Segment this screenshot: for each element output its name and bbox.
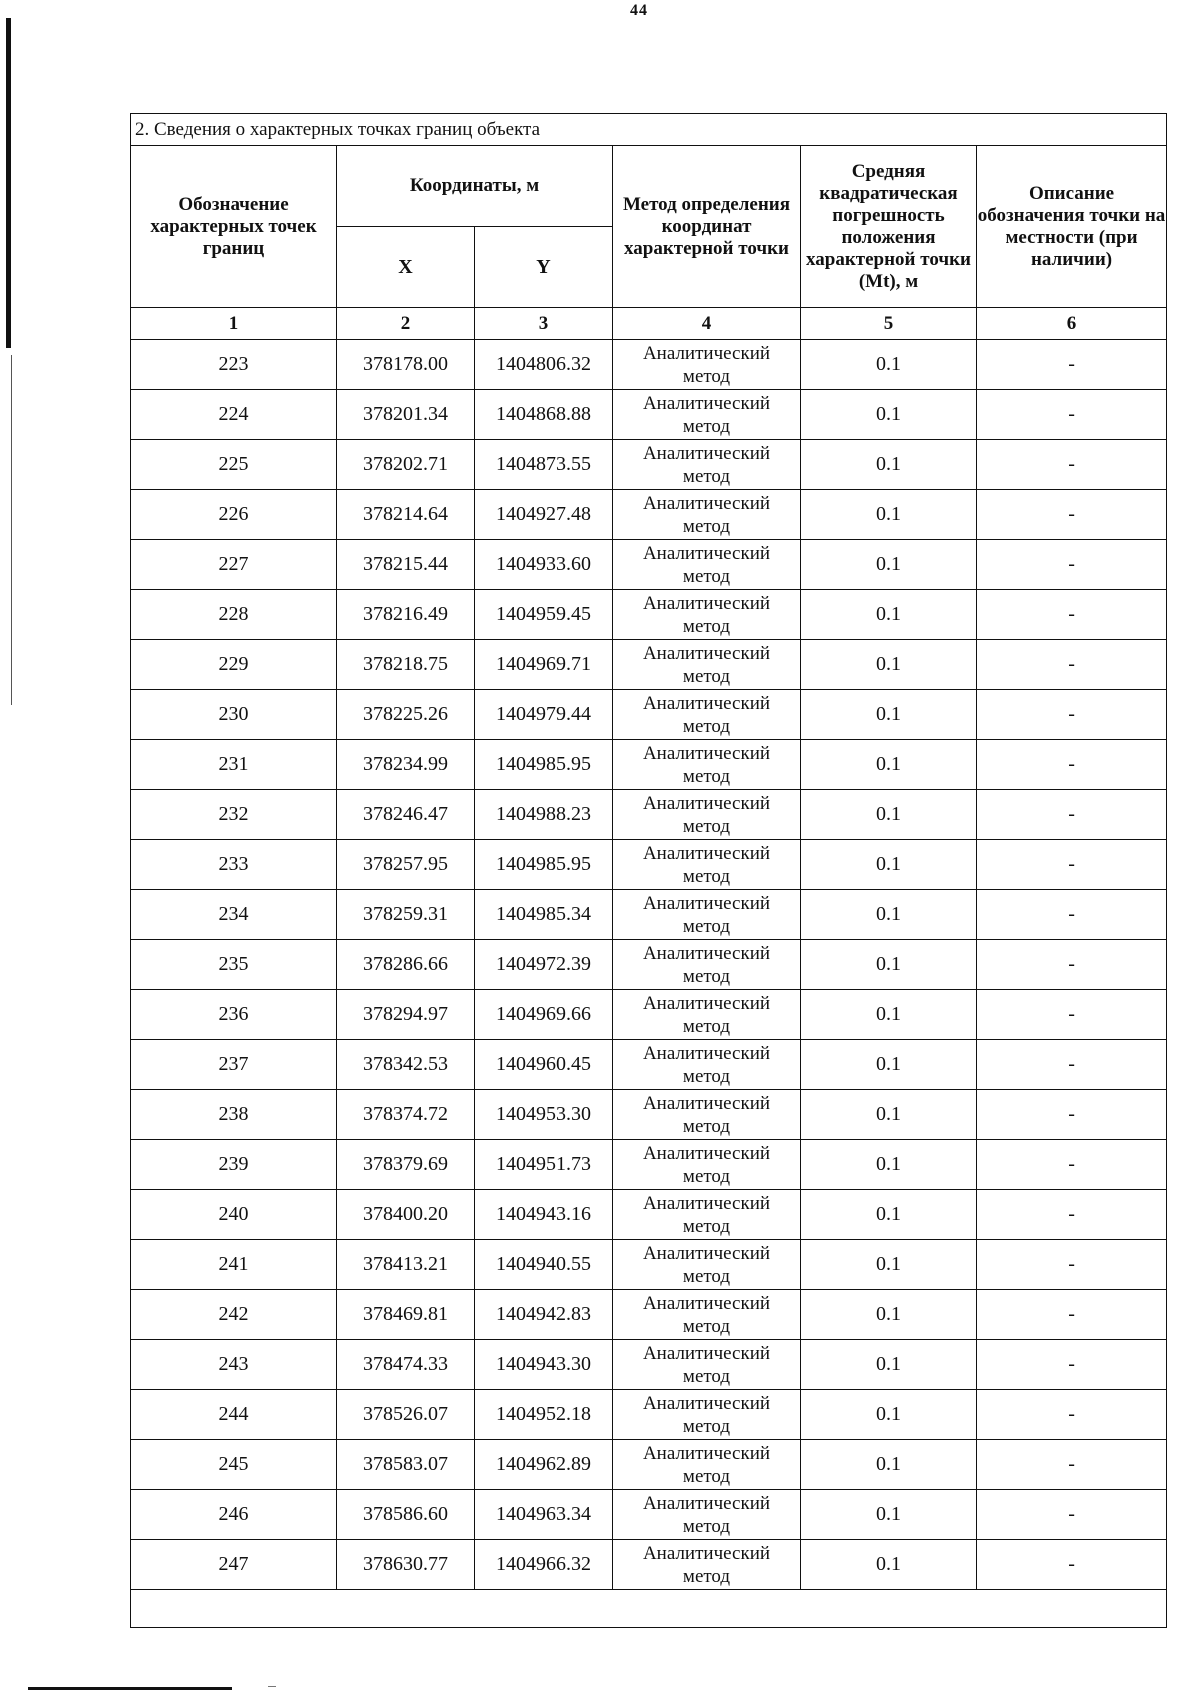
- accuracy-cell: 0.1: [801, 1140, 977, 1190]
- point-cell: 246: [131, 1490, 337, 1540]
- y-coordinate-cell: 1404985.95: [475, 840, 613, 890]
- point-cell: 229: [131, 640, 337, 690]
- description-cell: -: [977, 1140, 1167, 1190]
- accuracy-cell: 0.1: [801, 1340, 977, 1390]
- point-cell: 240: [131, 1190, 337, 1240]
- method-line: Аналитический: [642, 1142, 771, 1164]
- accuracy-cell: 0.1: [801, 1540, 977, 1590]
- y-coordinate-cell: 1404943.30: [475, 1340, 613, 1390]
- method-line: метод: [682, 765, 731, 787]
- method-cell: [613, 640, 801, 690]
- method-cell: [613, 1190, 801, 1240]
- y-coordinate-cell: 1404942.83: [475, 1290, 613, 1340]
- boundary-points-table: [130, 113, 1167, 1628]
- y-coordinate-cell: 1404933.60: [475, 540, 613, 590]
- method-cell: [613, 1290, 801, 1340]
- point-cell: 223: [131, 340, 337, 390]
- method-line: метод: [682, 365, 731, 387]
- method-line: метод: [682, 515, 731, 537]
- method-line: Аналитический: [642, 892, 771, 914]
- point-cell: 245: [131, 1440, 337, 1490]
- page-number: 44: [630, 2, 648, 19]
- header-x: X: [337, 227, 475, 308]
- x-coordinate-cell: 378469.81: [337, 1290, 475, 1340]
- accuracy-cell: 0.1: [801, 1290, 977, 1340]
- y-coordinate-cell: 1404873.55: [475, 440, 613, 490]
- y-coordinate-cell: 1404985.34: [475, 890, 613, 940]
- point-cell: 236: [131, 990, 337, 1040]
- description-cell: -: [977, 540, 1167, 590]
- method-line: Аналитический: [642, 1242, 771, 1264]
- accuracy-cell: 0.1: [801, 490, 977, 540]
- table-row: [131, 1040, 1167, 1090]
- point-cell: 232: [131, 790, 337, 840]
- y-coordinate-cell: 1404953.30: [475, 1090, 613, 1140]
- y-coordinate-cell: 1404960.45: [475, 1040, 613, 1090]
- table-body: [131, 340, 1167, 1590]
- column-number: 1: [131, 308, 337, 340]
- description-cell: -: [977, 1190, 1167, 1240]
- header-description: Описание обозначения точки на местности (при наличии): [977, 146, 1167, 308]
- x-coordinate-cell: 378379.69: [337, 1140, 475, 1190]
- method-line: метод: [682, 665, 731, 687]
- table-row: [131, 690, 1167, 740]
- x-coordinate-cell: 378342.53: [337, 1040, 475, 1090]
- column-number: 2: [337, 308, 475, 340]
- point-cell: 234: [131, 890, 337, 940]
- method-line: Аналитический: [642, 692, 771, 714]
- description-cell: -: [977, 690, 1167, 740]
- method-cell: [613, 340, 801, 390]
- method-cell: [613, 740, 801, 790]
- method-cell: [613, 1390, 801, 1440]
- table-row: [131, 1140, 1167, 1190]
- method-line: метод: [682, 915, 731, 937]
- x-coordinate-cell: 378374.72: [337, 1090, 475, 1140]
- x-coordinate-cell: 378178.00: [337, 340, 475, 390]
- x-coordinate-cell: 378474.33: [337, 1340, 475, 1390]
- column-number: 5: [801, 308, 977, 340]
- y-coordinate-cell: 1404959.45: [475, 590, 613, 640]
- method-line: Аналитический: [642, 1442, 771, 1464]
- scan-edge-line: [11, 355, 12, 705]
- accuracy-cell: 0.1: [801, 390, 977, 440]
- table-row: [131, 890, 1167, 940]
- point-cell: 239: [131, 1140, 337, 1190]
- point-cell: 228: [131, 590, 337, 640]
- x-coordinate-cell: 378218.75: [337, 640, 475, 690]
- x-coordinate-cell: 378225.26: [337, 690, 475, 740]
- accuracy-cell: 0.1: [801, 1440, 977, 1490]
- y-coordinate-cell: 1404963.34: [475, 1490, 613, 1540]
- description-cell: -: [977, 790, 1167, 840]
- accuracy-cell: 0.1: [801, 790, 977, 840]
- description-cell: -: [977, 740, 1167, 790]
- method-line: Аналитический: [642, 792, 771, 814]
- method-line: метод: [682, 1215, 731, 1237]
- accuracy-cell: 0.1: [801, 1090, 977, 1140]
- x-coordinate-cell: 378630.77: [337, 1540, 475, 1590]
- method-cell: [613, 690, 801, 740]
- table-row: [131, 1490, 1167, 1540]
- accuracy-cell: 0.1: [801, 1040, 977, 1090]
- method-line: метод: [682, 1515, 731, 1537]
- point-cell: 226: [131, 490, 337, 540]
- accuracy-cell: 0.1: [801, 940, 977, 990]
- method-cell: [613, 1440, 801, 1490]
- method-line: Аналитический: [642, 392, 771, 414]
- table-row: [131, 590, 1167, 640]
- empty-cell: [131, 1590, 1167, 1628]
- point-cell: 231: [131, 740, 337, 790]
- column-number: 6: [977, 308, 1167, 340]
- table-row: [131, 390, 1167, 440]
- method-line: Аналитический: [642, 592, 771, 614]
- description-cell: -: [977, 340, 1167, 390]
- method-cell: [613, 490, 801, 540]
- method-line: Аналитический: [642, 1192, 771, 1214]
- x-coordinate-cell: 378294.97: [337, 990, 475, 1040]
- description-cell: -: [977, 1090, 1167, 1140]
- table-row: [131, 540, 1167, 590]
- table-row: [131, 490, 1167, 540]
- table-row: [131, 340, 1167, 390]
- y-coordinate-cell: 1404951.73: [475, 1140, 613, 1190]
- description-cell: -: [977, 1540, 1167, 1590]
- x-coordinate-cell: 378526.07: [337, 1390, 475, 1440]
- x-coordinate-cell: 378583.07: [337, 1440, 475, 1490]
- method-line: метод: [682, 615, 731, 637]
- method-line: метод: [682, 1465, 731, 1487]
- table-row: [131, 790, 1167, 840]
- accuracy-cell: 0.1: [801, 690, 977, 740]
- description-cell: -: [977, 440, 1167, 490]
- point-cell: 241: [131, 1240, 337, 1290]
- point-cell: 233: [131, 840, 337, 890]
- method-line: Аналитический: [642, 442, 771, 464]
- header-y: Y: [475, 227, 613, 308]
- method-line: метод: [682, 865, 731, 887]
- x-coordinate-cell: 378216.49: [337, 590, 475, 640]
- table-row: [131, 640, 1167, 690]
- table-row: [131, 1290, 1167, 1340]
- method-cell: [613, 1240, 801, 1290]
- header-coordinates: Координаты, м: [337, 146, 613, 227]
- description-cell: -: [977, 1390, 1167, 1440]
- description-cell: -: [977, 940, 1167, 990]
- method-cell: [613, 1540, 801, 1590]
- point-cell: 224: [131, 390, 337, 440]
- method-line: Аналитический: [642, 1092, 771, 1114]
- table-row: [131, 1190, 1167, 1240]
- method-cell: [613, 1040, 801, 1090]
- method-line: метод: [682, 715, 731, 737]
- method-line: метод: [682, 965, 731, 987]
- method-line: метод: [682, 1265, 731, 1287]
- empty-row: [131, 1590, 1167, 1628]
- header-accuracy: Средняя квадратическая погрешность положения характерной точки (Mt), м: [801, 146, 977, 308]
- y-coordinate-cell: 1404868.88: [475, 390, 613, 440]
- method-line: Аналитический: [642, 992, 771, 1014]
- method-line: Аналитический: [642, 1342, 771, 1364]
- table-row: [131, 740, 1167, 790]
- method-cell: [613, 790, 801, 840]
- method-line: метод: [682, 465, 731, 487]
- table-row: [131, 1390, 1167, 1440]
- footer-line: [28, 1687, 232, 1690]
- x-coordinate-cell: 378259.31: [337, 890, 475, 940]
- y-coordinate-cell: 1404966.32: [475, 1540, 613, 1590]
- method-cell: [613, 590, 801, 640]
- header-method: Метод определения координат характерной точки: [613, 146, 801, 308]
- accuracy-cell: 0.1: [801, 890, 977, 940]
- method-cell: [613, 540, 801, 590]
- accuracy-cell: 0.1: [801, 1240, 977, 1290]
- method-cell: [613, 890, 801, 940]
- method-line: Аналитический: [642, 1492, 771, 1514]
- method-line: Аналитический: [642, 1292, 771, 1314]
- accuracy-cell: 0.1: [801, 640, 977, 690]
- method-line: метод: [682, 815, 731, 837]
- method-line: Аналитический: [642, 1542, 771, 1564]
- y-coordinate-cell: 1404985.95: [475, 740, 613, 790]
- x-coordinate-cell: 378202.71: [337, 440, 475, 490]
- point-cell: 225: [131, 440, 337, 490]
- description-cell: -: [977, 390, 1167, 440]
- accuracy-cell: 0.1: [801, 740, 977, 790]
- y-coordinate-cell: 1404952.18: [475, 1390, 613, 1440]
- table-row: [131, 1090, 1167, 1140]
- point-cell: 227: [131, 540, 337, 590]
- description-cell: -: [977, 1490, 1167, 1540]
- y-coordinate-cell: 1404972.39: [475, 940, 613, 990]
- y-coordinate-cell: 1404943.16: [475, 1190, 613, 1240]
- accuracy-cell: 0.1: [801, 1390, 977, 1440]
- x-coordinate-cell: 378586.60: [337, 1490, 475, 1540]
- method-cell: [613, 1340, 801, 1390]
- table-row: [131, 1240, 1167, 1290]
- y-coordinate-cell: 1404927.48: [475, 490, 613, 540]
- table-row: [131, 440, 1167, 490]
- method-line: Аналитический: [642, 642, 771, 664]
- y-coordinate-cell: 1404969.66: [475, 990, 613, 1040]
- x-coordinate-cell: 378286.66: [337, 940, 475, 990]
- accuracy-cell: 0.1: [801, 440, 977, 490]
- x-coordinate-cell: 378215.44: [337, 540, 475, 590]
- method-cell: [613, 1140, 801, 1190]
- description-cell: -: [977, 490, 1167, 540]
- table-caption: 2. Сведения о характерных точках границ объекта: [131, 114, 1167, 146]
- method-line: Аналитический: [642, 942, 771, 964]
- method-cell: [613, 1490, 801, 1540]
- description-cell: -: [977, 1290, 1167, 1340]
- point-cell: 243: [131, 1340, 337, 1390]
- method-line: метод: [682, 565, 731, 587]
- x-coordinate-cell: 378246.47: [337, 790, 475, 840]
- point-cell: 247: [131, 1540, 337, 1590]
- x-coordinate-cell: 378234.99: [337, 740, 475, 790]
- method-line: Аналитический: [642, 742, 771, 764]
- point-cell: 237: [131, 1040, 337, 1090]
- method-line: метод: [682, 1015, 731, 1037]
- accuracy-cell: 0.1: [801, 990, 977, 1040]
- method-line: метод: [682, 1565, 731, 1587]
- method-cell: [613, 1090, 801, 1140]
- y-coordinate-cell: 1404940.55: [475, 1240, 613, 1290]
- table-row: [131, 1440, 1167, 1490]
- method-cell: [613, 990, 801, 1040]
- method-line: метод: [682, 1115, 731, 1137]
- table-row: [131, 1540, 1167, 1590]
- description-cell: -: [977, 590, 1167, 640]
- method-cell: [613, 440, 801, 490]
- accuracy-cell: 0.1: [801, 1490, 977, 1540]
- accuracy-cell: 0.1: [801, 540, 977, 590]
- method-cell: [613, 390, 801, 440]
- method-line: метод: [682, 415, 731, 437]
- point-cell: 242: [131, 1290, 337, 1340]
- x-coordinate-cell: 378257.95: [337, 840, 475, 890]
- point-cell: 238: [131, 1090, 337, 1140]
- method-cell: [613, 940, 801, 990]
- footer-dash: [268, 1686, 276, 1687]
- description-cell: -: [977, 640, 1167, 690]
- method-cell: [613, 840, 801, 890]
- accuracy-cell: 0.1: [801, 1190, 977, 1240]
- method-line: метод: [682, 1165, 731, 1187]
- column-number: 3: [475, 308, 613, 340]
- y-coordinate-cell: 1404969.71: [475, 640, 613, 690]
- method-line: Аналитический: [642, 492, 771, 514]
- y-coordinate-cell: 1404979.44: [475, 690, 613, 740]
- table-row: [131, 840, 1167, 890]
- column-number: 4: [613, 308, 801, 340]
- point-cell: 235: [131, 940, 337, 990]
- x-coordinate-cell: 378400.20: [337, 1190, 475, 1240]
- description-cell: -: [977, 1040, 1167, 1090]
- table-row: [131, 940, 1167, 990]
- accuracy-cell: 0.1: [801, 340, 977, 390]
- header-designation: Обозначение характерных точек границ: [131, 146, 337, 308]
- description-cell: -: [977, 990, 1167, 1040]
- method-line: Аналитический: [642, 342, 771, 364]
- accuracy-cell: 0.1: [801, 590, 977, 640]
- method-line: Аналитический: [642, 1392, 771, 1414]
- method-line: Аналитический: [642, 1042, 771, 1064]
- table-row: [131, 990, 1167, 1040]
- description-cell: -: [977, 840, 1167, 890]
- description-cell: -: [977, 890, 1167, 940]
- accuracy-cell: 0.1: [801, 840, 977, 890]
- y-coordinate-cell: 1404988.23: [475, 790, 613, 840]
- point-cell: 230: [131, 690, 337, 740]
- y-coordinate-cell: 1404962.89: [475, 1440, 613, 1490]
- point-cell: 244: [131, 1390, 337, 1440]
- method-line: Аналитический: [642, 542, 771, 564]
- x-coordinate-cell: 378214.64: [337, 490, 475, 540]
- x-coordinate-cell: 378413.21: [337, 1240, 475, 1290]
- method-line: метод: [682, 1065, 731, 1087]
- method-line: метод: [682, 1365, 731, 1387]
- scan-edge-mark: [6, 18, 11, 348]
- description-cell: -: [977, 1440, 1167, 1490]
- table-row: [131, 1340, 1167, 1390]
- description-cell: -: [977, 1340, 1167, 1390]
- method-line: Аналитический: [642, 842, 771, 864]
- method-line: метод: [682, 1315, 731, 1337]
- y-coordinate-cell: 1404806.32: [475, 340, 613, 390]
- x-coordinate-cell: 378201.34: [337, 390, 475, 440]
- description-cell: -: [977, 1240, 1167, 1290]
- method-line: метод: [682, 1415, 731, 1437]
